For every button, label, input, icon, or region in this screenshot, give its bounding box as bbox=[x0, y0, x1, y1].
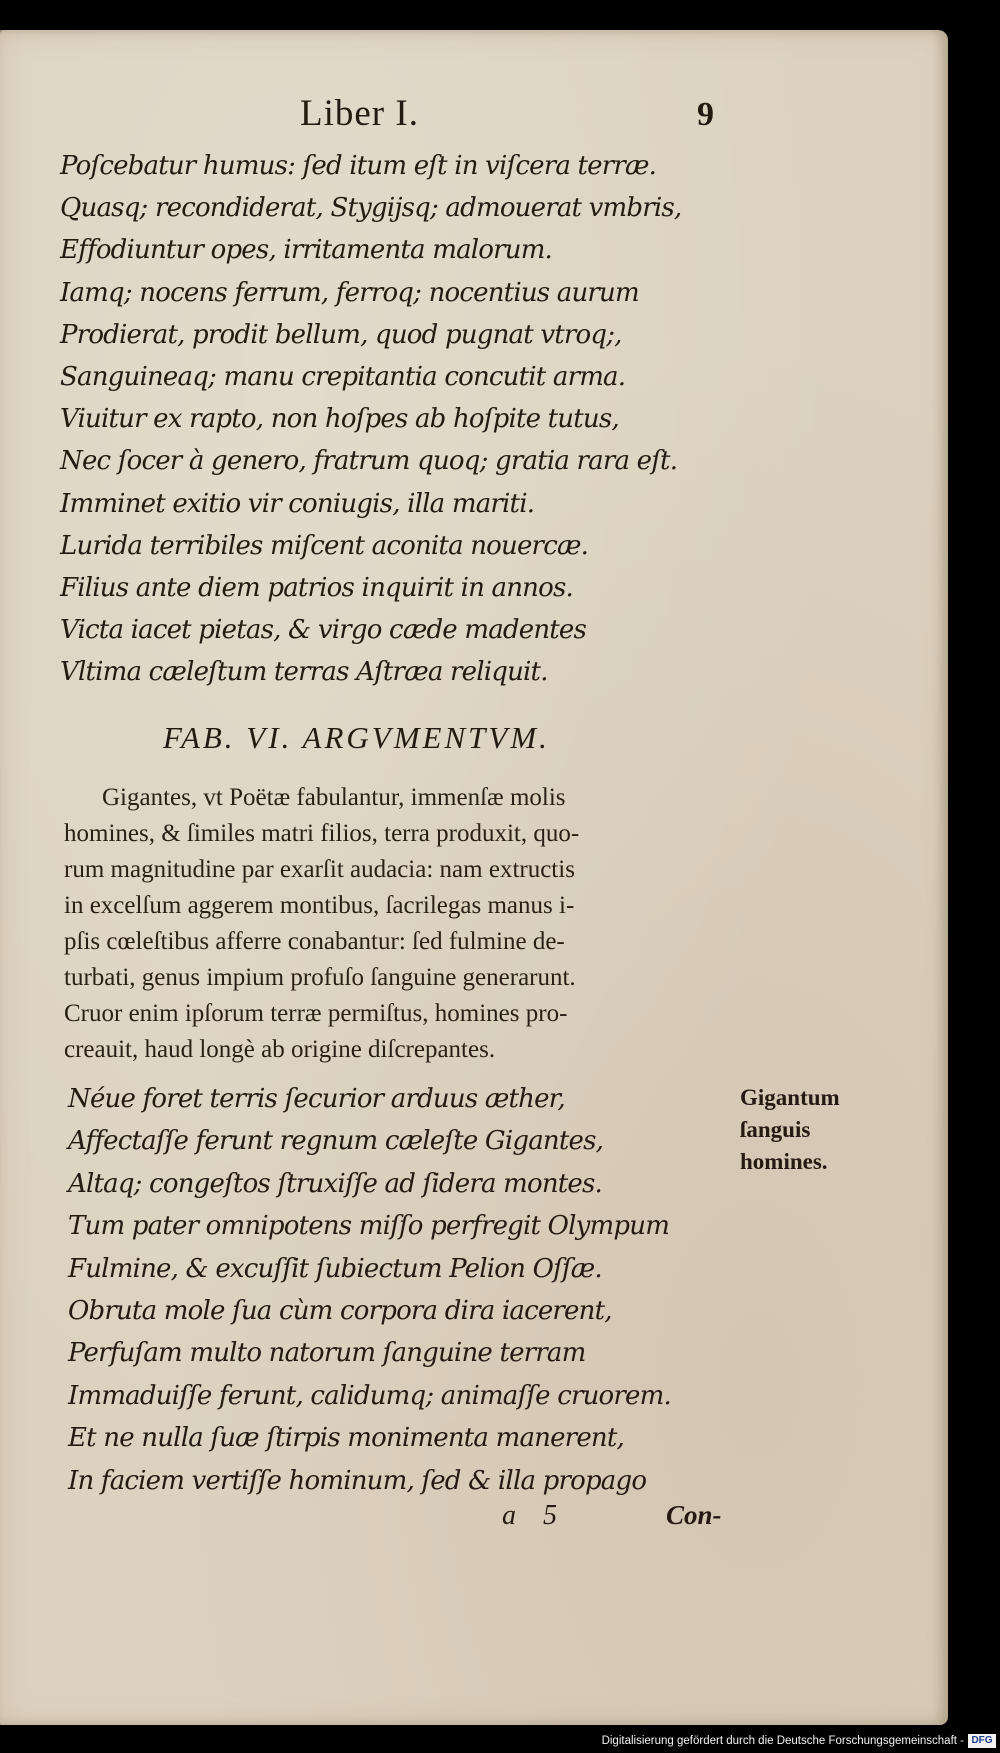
marginal-note-line: ſanguis bbox=[740, 1117, 811, 1142]
page-number: 9 bbox=[697, 96, 714, 133]
argument-line: turbati, genus impium profuſo ſanguine generarunt. bbox=[64, 964, 576, 991]
catchword: Con- bbox=[666, 1500, 722, 1530]
verse-line: Victa iacet pietas, & virgo cæde madentes bbox=[60, 615, 587, 646]
argument-line: creauit, haud longè ab origine diſcrepantes. bbox=[64, 1036, 496, 1063]
verse-line: Perfuſam multo natorum ſanguine terram bbox=[68, 1338, 586, 1369]
verse-line: Altaq; congeſtos ſtruxiſſe ad ſidera montes. bbox=[68, 1168, 603, 1199]
argument-line: pſis cœleſtibus afferre conabantur: ſed fulmine de- bbox=[64, 928, 565, 955]
verse-line: Lurida terribiles miſcent aconita nouercæ. bbox=[60, 530, 589, 561]
verse-line: Vltima cæleſtum terras Aſtræa reliquit. bbox=[60, 657, 548, 688]
verse-line: Obruta mole ſua cùm corpora dira iacerent, bbox=[68, 1295, 612, 1326]
credit-bar bbox=[0, 1725, 1000, 1753]
running-header bbox=[300, 92, 720, 138]
verse-line: Affectaſſe ferunt regnum cæleſte Gigantes, bbox=[68, 1126, 604, 1157]
running-title: Liber I. bbox=[300, 93, 419, 134]
verse-line: Fulmine, & excuſſit ſubiectum Pelion Oſſæ. bbox=[68, 1253, 602, 1284]
verse-line: Imminet exitio vir coniugis, illa mariti. bbox=[60, 488, 535, 519]
verse-line: Effodiuntur opes, irritamenta malorum. bbox=[60, 235, 553, 266]
marginal-note-line: homines. bbox=[740, 1149, 828, 1174]
verse-line: Filius ante diem patrios inquirit in annos. bbox=[60, 572, 573, 603]
marginal-note bbox=[740, 1082, 840, 1178]
verse-line: Poſcebatur humus: ſed itum eſt in viſcera terræ. bbox=[60, 151, 657, 181]
argument-line: Gigantes, vt Poëtæ fabulantur, immenſæ molis bbox=[102, 784, 566, 811]
verse-line: Sanguineaq; manu crepitantia concutit arma. bbox=[60, 361, 626, 392]
verse-line: Quasq; recondiderat, Stygijsq; admouerat vmbris, bbox=[60, 193, 682, 224]
verse-line: In faciem vertiſſe hominum, ſed & illa propago bbox=[68, 1465, 647, 1496]
verse-line: Tum pater omnipotens miſſo perfregit Olympum bbox=[68, 1211, 670, 1242]
verse-line: Néue foret terris ſecurior arduus æther, bbox=[68, 1084, 565, 1114]
signature-mark: a 5 bbox=[502, 1500, 567, 1531]
verse-line: Viuitur ex rapto, non hoſpes ab hoſpite tutus, bbox=[60, 404, 619, 435]
argument-paragraph bbox=[64, 780, 724, 1068]
verse-block-top bbox=[60, 145, 681, 693]
marginal-note-line: Gigantum bbox=[740, 1085, 840, 1110]
argument-line: homines, & ſimiles matri filios, terra produxit, quo- bbox=[64, 820, 580, 847]
verse-line: Prodierat, prodit bellum, quod pugnat vtroq;, bbox=[60, 319, 622, 350]
argument-line: in excelſum aggerem montibus, ſacrilegas manus i- bbox=[64, 892, 575, 919]
verse-line: Et ne nulla ſuæ ſtirpis monimenta manerent, bbox=[68, 1423, 624, 1454]
section-heading: FAB. VI. ARGVMENTVM. bbox=[163, 720, 550, 755]
digitization-credit: Digitalisierung gefördert durch die Deutsche Forschungsgemeinschaft - bbox=[601, 1735, 964, 1747]
verse-line: Nec ſocer à genero, fratrum quoq; gratia rara eſt. bbox=[60, 446, 678, 477]
argument-line: rum magnitudine par exarſit audacia: nam extructis bbox=[64, 856, 575, 883]
verse-line: Immaduiſſe ferunt, calidumq; animaſſe cruorem. bbox=[68, 1380, 671, 1411]
argument-line: Cruor enim ipſorum terræ permiſtus, homines pro- bbox=[64, 1000, 568, 1027]
verse-block-bottom bbox=[68, 1078, 671, 1502]
dfg-logo: DFG bbox=[968, 1734, 996, 1748]
verse-line: Iamq; nocens ferrum, ferroq; nocentius aurum bbox=[60, 277, 639, 308]
